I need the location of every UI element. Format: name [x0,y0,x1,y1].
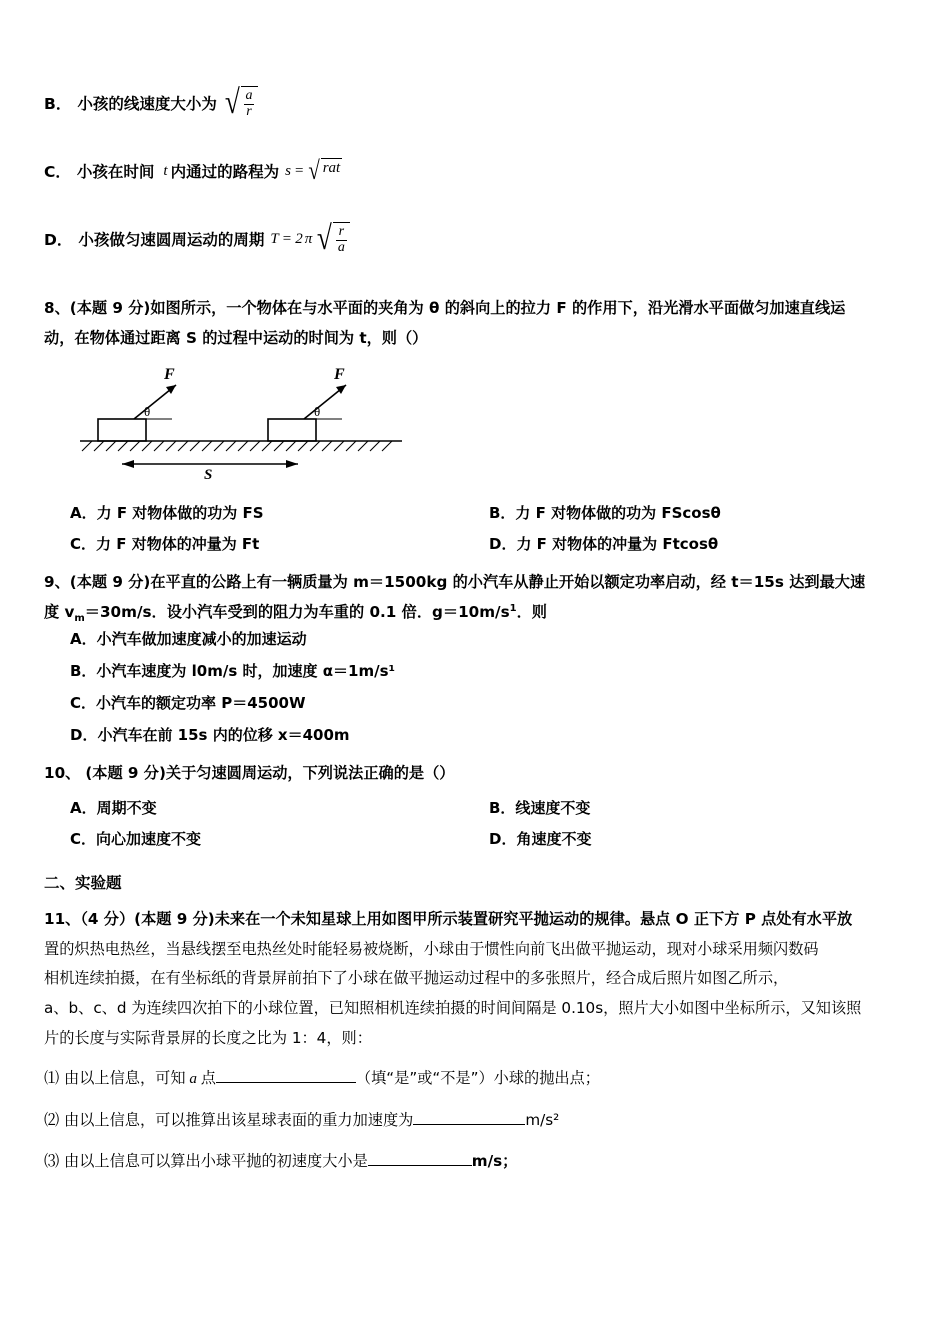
question-8-number: 8、 [44,299,70,317]
option-b-label: B． [44,95,72,113]
question-9-stem-line1: (本题 9 分)在平直的公路上有一辆质量为 m＝1500kg 的小汽车从静止开始以额定功率启动，经 t＝15s 达到最大速 [69,573,866,592]
question-8-choice-a[interactable]: A．力 F 对物体做的功为 FS [70,504,264,523]
question-11-stem-line2: 置的炽热电热丝，当悬线摆至电热丝处时能轻易被烧断，小球由于惯性向前飞出做平抛运动，现对小球采用频闪数码 [44,939,819,958]
option-d-period [44,222,908,256]
question-11-sub-3-text-c: m/s； [471,1152,518,1171]
section-title-experiment: 二、实验题 [44,874,122,893]
question-8-choices-row-1 [44,502,908,523]
question-9-stem-line2-b: ＝30m/s．设小汽车受到的阻力为车重的 0.1 倍．g＝10m/s [84,602,510,621]
option-b-text: 小孩的线速度大小为 [77,95,217,113]
question-11-sub-1-text-b: 点 [200,1069,216,1088]
question-9-stem [44,568,908,598]
question-9-choice-c[interactable]: C．小汽车的额定功率 P＝4500W [70,694,306,713]
question-11 [44,905,908,1175]
question-8-stem-line2: 动，在物体通过距离 S 的过程中运动的时间为 t，则（） [44,328,428,347]
question-11-blank-1[interactable] [216,1067,356,1083]
question-10-choice-b[interactable]: B．线速度不变 [489,799,591,818]
option-c-formula: s = √ rat [285,156,341,185]
question-8-stem-line1: (本题 9 分)如图所示，一个物体在与水平面的夹角为 θ 的斜向上的拉力 F 的作用下，沿光滑水平面做匀加速直线运 [69,299,846,317]
option-b-linear-speed [44,86,908,120]
question-11-sub-2-marker: ⑵ [44,1110,60,1129]
option-d-formula: T = 2 π √ $\frac{r}{a}$ [270,222,350,256]
question-11-sub-1-text-c: （填“是”或“不是”）小球的抛出点； [355,1069,600,1088]
question-8-choice-c[interactable]: C．力 F 对物体的冲量为 Ft [70,535,260,554]
question-11-blank-3[interactable] [368,1150,472,1166]
question-11-sub-1: ⑴ 由以上信息，可知 a 点 （填“是”或“不是”）小球的抛出点； [44,1065,908,1092]
question-11-sub-3-marker: ⑶ [44,1152,60,1171]
question-9-stem-line2-a: 度 v [44,602,75,621]
svg-text:S: S [204,467,213,484]
question-9-superscript: 1 [509,602,517,614]
question-9-subscript-m: m [74,612,85,624]
option-b-formula: √ $\frac{a}{r}$ [223,86,258,120]
svg-text:F: F [164,366,175,384]
question-11-sub-1-marker: ⑴ [44,1069,60,1088]
question-8-choice-b[interactable]: B．力 F 对物体做的功为 FScosθ [489,504,721,523]
question-9-stem-line2-c: ．则 [516,602,547,621]
question-10-stem-text: (本题 9 分)关于匀速圆周运动，下列说法正确的是（） [85,764,455,783]
page-content [44,86,908,1189]
question-11-stem-line3: 相机连续拍摄，在有坐标纸的背景屏前拍下了小球在做平抛运动过程中的多张照片，经合成后照片如图乙所示， [44,969,789,988]
question-9 [44,568,908,745]
incline-force-diagram [72,363,412,483]
question-10-choice-c[interactable]: C．向心加速度不变 [70,830,202,849]
question-11-points: (本题 9 分) [134,910,215,929]
option-c-path-length [44,158,908,184]
option-c-text-pre: 小孩在时间 [76,163,155,181]
question-11-sub-3 [44,1148,908,1175]
question-8-choices-row-2 [44,533,908,554]
question-10-choices-row-2 [44,828,908,849]
question-8-stem [44,294,908,324]
option-c-variable-t: t [163,162,168,179]
question-11-sub-2-text-a: 由以上信息，可以推算出该星球表面的重力加速度为 [64,1110,414,1129]
option-d-label: D． [44,231,73,249]
option-c-text-post: 内通过的路程为 [170,163,280,181]
question-10-choices-row-1 [44,797,908,818]
question-11-sub-2 [44,1107,908,1134]
question-9-choice-a[interactable]: A．小汽车做加速度减小的加速运动 [70,630,307,649]
svg-text:F: F [334,366,345,384]
question-10-number: 10、 [44,764,81,783]
question-11-stem-line5: 片的长度与实际背景屏的长度之比为 1：4，则： [44,1028,372,1047]
question-9-number: 9、 [44,573,70,592]
question-10-choice-a[interactable]: A．周期不变 [70,799,157,818]
question-11-stem-line4: a、b、c、d 为连续四次拍下的小球位置，已知照相机连续拍摄的时间间隔是 0.10s，照片大小如图中坐标所示，又知该照 [44,999,862,1018]
question-11-sub-1-text-a: 由以上信息，可知 [64,1069,186,1088]
question-8-choice-d[interactable]: D．力 F 对物体的冲量为 Ftcosθ [489,535,719,554]
question-9-choice-b[interactable]: B．小汽车速度为 l0m/s 时，加速度 α＝1m/s¹ [70,662,396,681]
question-8-figure [72,363,908,488]
question-9-stem-line2 [44,598,908,629]
option-c-label: C． [44,163,71,181]
question-11-sub-2-text-c: m/s² [525,1110,560,1129]
question-11-blank-2[interactable] [413,1108,525,1124]
svg-text:θ: θ [314,404,321,420]
question-10-choice-d[interactable]: D．角速度不变 [489,830,592,849]
question-10 [44,759,908,849]
question-11-stem-line1 [44,905,908,935]
question-9-choice-d[interactable]: D．小汽车在前 15s 内的位移 x＝400m [70,726,350,745]
question-11-number: 11、（4 分） [44,910,135,929]
question-8 [44,294,908,554]
option-d-text: 小孩做匀速圆周运动的周期 [78,231,265,249]
question-10-stem [44,759,908,789]
question-11-sub-3-text-a: 由以上信息可以算出小球平抛的初速度大小是 [64,1152,368,1171]
question-11-stem-text1: 未来在一个未知星球上用如图甲所示装置研究平抛运动的规律。悬点 O 正下方 P 点处有水平放 [214,910,853,929]
svg-text:θ: θ [144,404,151,420]
